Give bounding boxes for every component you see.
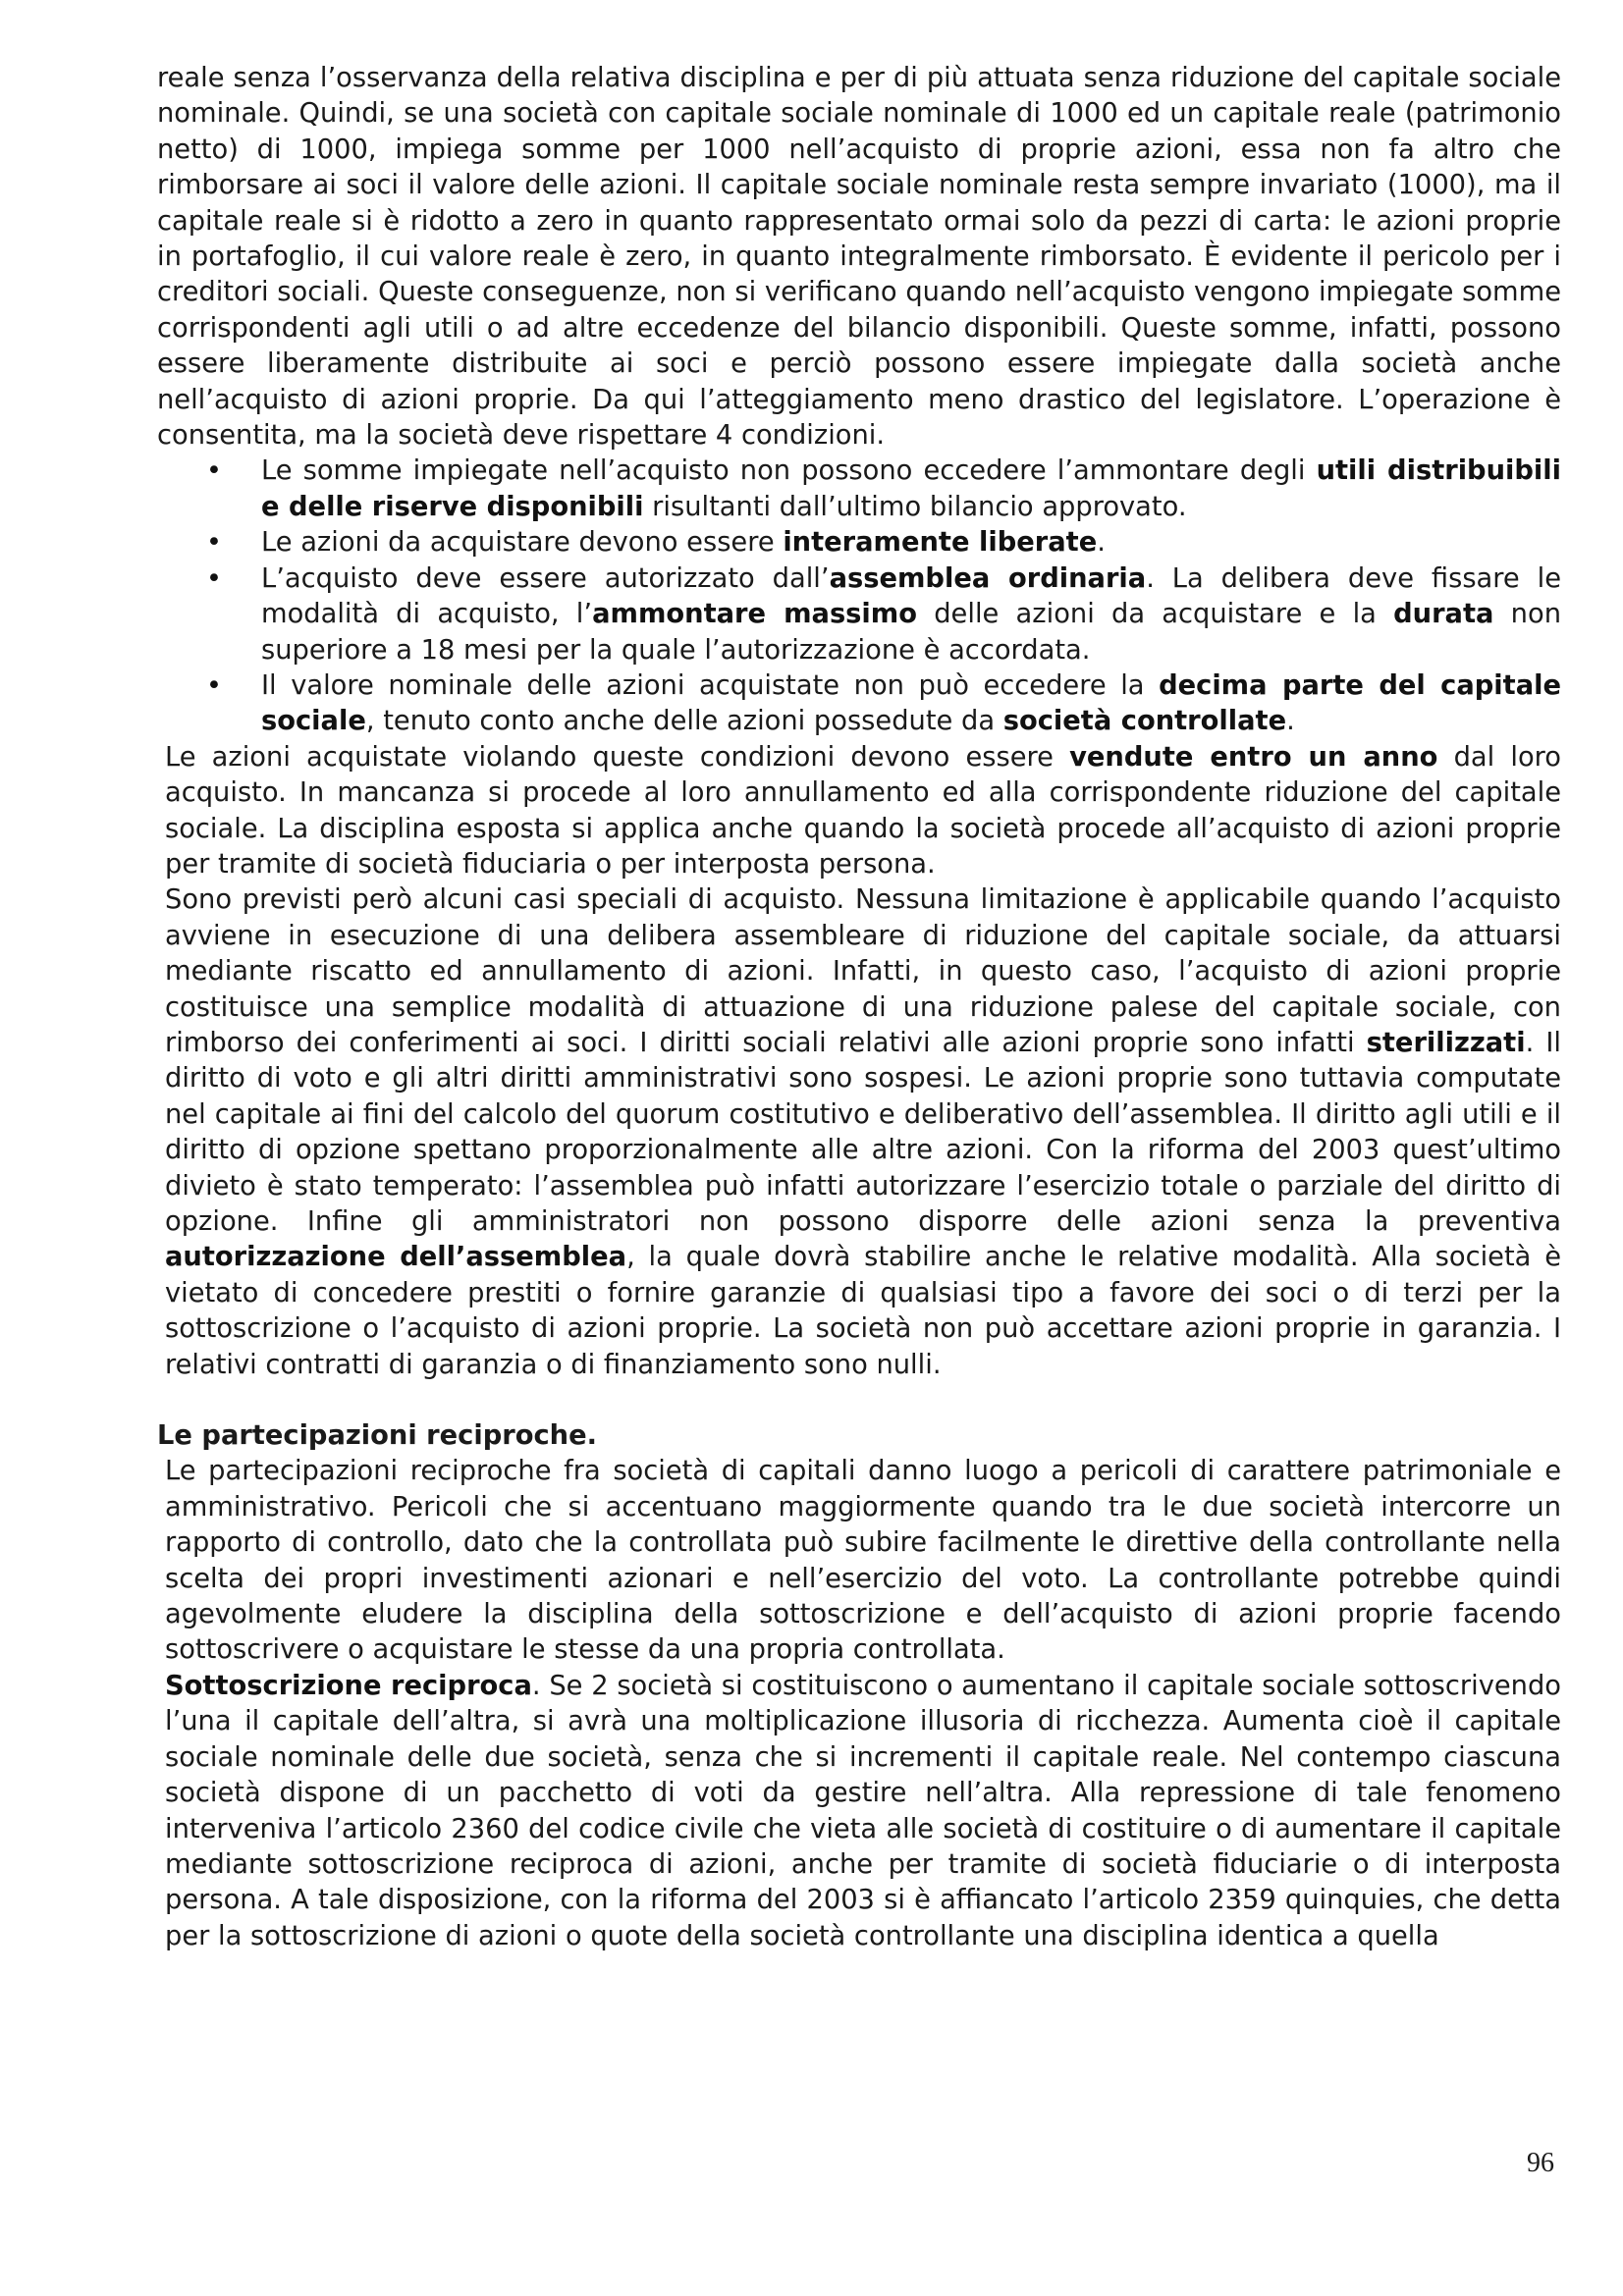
list-item: • Le somme impiegate nell’acquisto non possono eccedere l’ammontare degli utili distribuibili e delle riserve disponibili risultanti dall’ultimo bilancio approvato. — [261, 454, 1561, 525]
page-number: 96 — [1527, 2148, 1554, 2178]
section-heading: Le partecipazioni reciproche. — [157, 1420, 597, 1452]
list-item: • L’acquisto deve essere autorizzato dall’assemblea ordinaria. La delibera deve fissare le modalità di acquisto, l’ammontare massimo delle azioni da acquistare e la durata non superiore a 18 mesi per la quale l’autorizzazione è accordata. — [261, 561, 1561, 668]
list-item: • Il valore nominale delle azioni acquistate non può eccedere la decima parte del capitale sociale, tenuto conto anche delle azioni possedute da società controllate. — [261, 668, 1561, 740]
paragraph-special-cases: Sono previsti però alcuni casi speciali di acquisto. Nessuna limitazione è applicabile quando l’acquisto avviene in esecuzione di una delibera assembleare di riduzione del capitale sociale, da attuarsi mediante riscatto ed annullamento di azioni. Infatti, in questo caso, l’acquisto di azioni proprie costituisce una semplice modalità di attuazione di una riduzione palese del capitale sociale, con rimborso dei conferimenti ai soci. I diritti sociali relativi alle azioni proprie sono infatti sterilizzati. Il diritto di voto e gli altri diritti amministrativi sono sospesi. Le azioni proprie sono tuttavia computate nel capitale ai fini del calcolo del quorum costitutivo e deliberativo dell’assemblea. Il diritto agli utili e il diritto di opzione spettano proporzionalmente alle altre azioni. Con la riforma del 2003 quest’ultimo divieto è stato temperato: l’assemblea può infatti autorizzare l’esercizio totale o parziale del diritto di opzione. Infine gli amministratori non possono disporre delle azioni senza la preventiva autorizzazione dell’assemblea, la quale dovrà stabilire anche le relative modalità. Alla società è vietato di concedere prestiti o fornire garanzie di qualsiasi tipo a favore dei soci o di terzi per la sottoscrizione o l’acquisto di azioni proprie. La società non può accettare azioni proprie in garanzia. I relativi contratti di garanzia o di finanziamento sono nulli. — [165, 884, 1561, 1380]
document-page — [157, 61, 1561, 1954]
paragraph-violations: Le azioni acquistate violando queste condizioni devono essere vendute entro un anno dal loro acquisto. In mancanza si procede al loro annullamento ed alla corrispondente riduzione del capitale sociale. La disciplina esposta si applica anche quando la società procede all’acquisto di azioni proprie per tramite di società fiduciaria o per interposta persona. — [165, 741, 1561, 880]
post-list-text — [157, 740, 1561, 1383]
list-item: • Le azioni da acquistare devono essere interamente liberate. — [261, 525, 1561, 561]
paragraph-intro: reale senza l’osservanza della relativa disciplina e per di più attuata senza riduzione del capitale sociale nominale. Quindi, se una società con capitale sociale nominale di 1000 ed un capitale reale (patrimonio netto) di 1000, impiega somme per 1000 nell’acquisto di proprie azioni, essa non fa altro che rimborsare ai soci il valore delle azioni. Il capitale sociale nominale resta sempre invariato (1000), ma il capitale reale si è ridotto a zero in quanto rappresentato ormai solo da pezzi di carta: le azioni proprie in portafoglio, il cui valore reale è zero, in quanto integralmente rimborsato. È evidente il pericolo per i creditori sociali. Queste conseguenze, non si verificano quando nell’acquisto vengono impiegate somme corrispondenti agli utili o ad altre eccedenze del bilancio disponibili. Queste somme, infatti, possono essere liberamente distribuite ai soci e perciò possono essere impiegate dalla società anche nell’acquisto di azioni proprie. Da qui l’atteggiamento meno drastico del legislatore. L’operazione è consentita, ma la società deve rispettare 4 condizioni. — [157, 63, 1561, 452]
paragraph-reciprocal: Le partecipazioni reciproche fra società di capitali danno luogo a pericoli di carattere patrimoniale e amministrativo. Pericoli che si accentuano maggiormente quando tra le due società intercorre un rapporto di controllo, dato che la controllata può subire facilmente le direttive della controllante nella scelta dei propri investimenti azionari e nell’esercizio del voto. La controllante potrebbe quindi agevolmente eludere la disciplina della sottoscrizione e dell’acquisto di azioni proprie facendo sottoscrivere o acquistare le stesse da una propria controllata. — [165, 1456, 1561, 1666]
section-body — [157, 1454, 1561, 1954]
conditions-list — [157, 454, 1561, 739]
paragraph-reciprocal-subscription: Sottoscrizione reciproca. Se 2 società si costituiscono o aumentano il capitale sociale sottoscrivendo l’una il capitale dell’altra, si avrà una moltiplicazione illusoria di ricchezza. Aumenta cioè il capitale sociale nominale delle due società, senza che si incrementi il capitale reale. Nel contempo ciascuna società dispone di un pacchetto di voti da gestire nell’altra. Alla repressione di tale fenomeno interveniva l’articolo 2360 del codice civile che vieta alle società di costituire o di aumentare il capitale mediante sottoscrizione reciproca di azioni, anche per tramite di società fiduciarie o di interposta persona. A tale disposizione, con la riforma del 2003 si è affiancato l’articolo 2359 quinquies, che detta per la sottoscrizione di azioni o quote della società controllante una disciplina identica a quella — [165, 1670, 1561, 1951]
